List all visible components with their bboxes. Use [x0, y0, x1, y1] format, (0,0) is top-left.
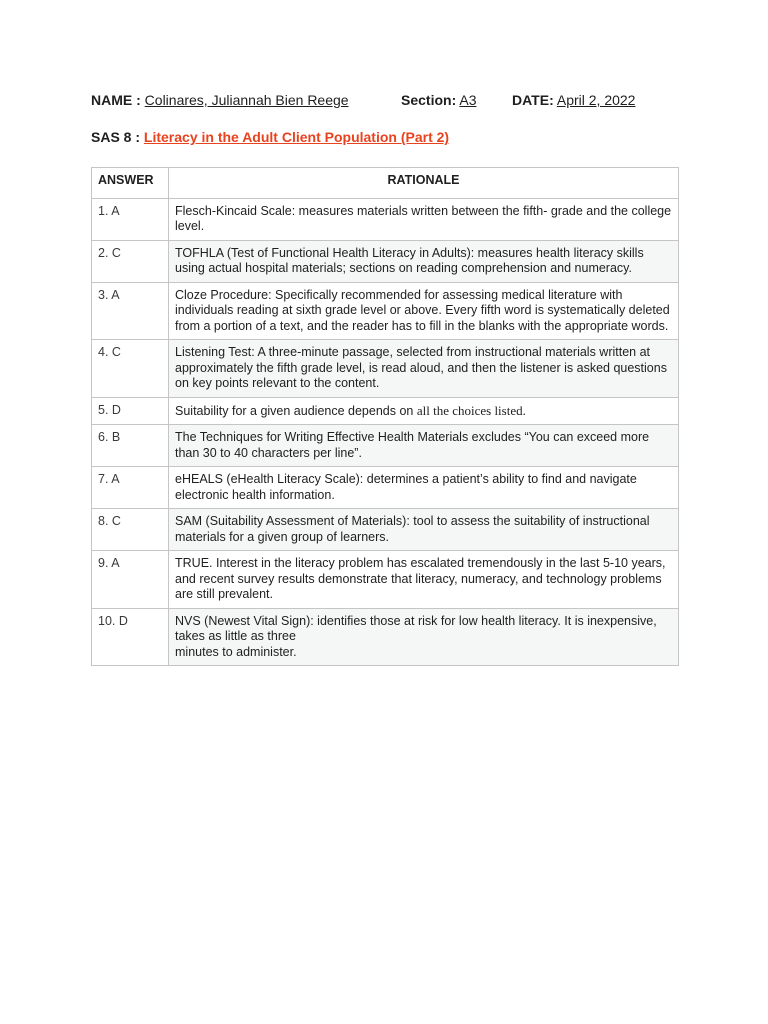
answer-cell: 1. A: [92, 198, 169, 240]
rationale-cell: [169, 467, 679, 509]
rationale-column-header: RATIONALE: [169, 168, 679, 199]
answer-table: [91, 167, 679, 666]
rationale-line: minutes to administer.: [175, 644, 297, 659]
table-header-row: [92, 168, 679, 199]
answer-cell: 7. A: [92, 467, 169, 509]
rationale-text: The Techniques for Writing Effective Health Materials excludes “You can exceed more than 30 to 40 characters per line”.: [175, 430, 650, 460]
name-label: NAME :: [91, 92, 141, 108]
rationale-cell: [169, 282, 679, 340]
rationale-text: Flesch-Kincaid Scale: measures materials written between the fifth- grade and the college level.: [175, 203, 672, 233]
answer-column-header: ANSWER: [92, 168, 169, 199]
rationale-text: Listening Test: A three-minute passage, selected from instructional materials written at approximately the fifth grade level, is read aloud, and then the listener is asked questions on key points relevant to the content.: [175, 345, 667, 390]
table-row: [92, 425, 679, 467]
rationale-tail-text: all the choices listed.: [416, 402, 526, 418]
rationale-text: SAM (Suitability Assessment of Materials): tool to assess the suitability of instructional materials for a given group of learners.: [175, 514, 650, 544]
answer-cell: 2. C: [92, 240, 169, 282]
table-row: [92, 240, 679, 282]
rationale-line: NVS (Newest Vital Sign): identifies those at risk for low health literacy. It is inexpensive, takes as little as three: [175, 613, 657, 643]
rationale-cell: [169, 509, 679, 551]
name-value: Colinares, Juliannah Bien Reege: [144, 92, 349, 108]
table-row: [92, 282, 679, 340]
answer-cell: 4. C: [92, 340, 169, 398]
table-row: [92, 340, 679, 398]
sas-label: SAS 8 :: [91, 129, 141, 145]
rationale-text: TOFHLA (Test of Functional Health Literacy in Adults): measures health literacy skills using actual hospital materials; sections on reading comprehension and numeracy.: [175, 245, 644, 275]
sas-title: Literacy in the Adult Client Population (Part 2): [143, 129, 450, 145]
table-row: [92, 467, 679, 509]
rationale-text: Cloze Procedure: Specifically recommended for assessing medical literature with individuals reading at sixth grade level or above. Every fifth word is systematically deleted from a portion of a text, and the reader has to fill in the blanks with the appropriate words.: [175, 287, 670, 333]
answer-cell: 9. A: [92, 551, 169, 609]
answer-cell: 5. D: [92, 397, 169, 425]
rationale-text: TRUE. Interest in the literacy problem has escalated tremendously in the last 5-10 years, and recent survey results demonstrate that literacy, numeracy, and technology problems are still prevalent.: [175, 556, 666, 601]
table-row: [92, 397, 679, 425]
date-value: April 2, 2022: [556, 92, 636, 108]
table-row: [92, 509, 679, 551]
table-row: [92, 198, 679, 240]
header-line: [91, 92, 636, 108]
rationale-text: Suitability for a given audience depends on: [175, 403, 417, 418]
answer-cell: 3. A: [92, 282, 169, 340]
sas-line: [91, 129, 449, 145]
section-value: A3: [459, 92, 477, 108]
rationale-cell: [169, 551, 679, 609]
answer-cell: 6. B: [92, 425, 169, 467]
date-group: [512, 92, 635, 108]
rationale-text: eHEALS (eHealth Literacy Scale): determines a patient’s ability to find and navigate electronic health information.: [175, 472, 637, 502]
section-label: Section:: [401, 92, 457, 108]
table-row: [92, 608, 679, 666]
rationale-cell: [169, 340, 679, 398]
section-group: [401, 92, 476, 108]
table-row: [92, 551, 679, 609]
rationale-cell: [169, 425, 679, 467]
date-label: DATE:: [512, 92, 554, 108]
answer-cell: 10. D: [92, 608, 169, 666]
rationale-cell: [169, 198, 679, 240]
rationale-cell: [169, 240, 679, 282]
answer-cell: 8. C: [92, 509, 169, 551]
rationale-cell: [169, 608, 679, 666]
rationale-cell: [169, 397, 679, 425]
